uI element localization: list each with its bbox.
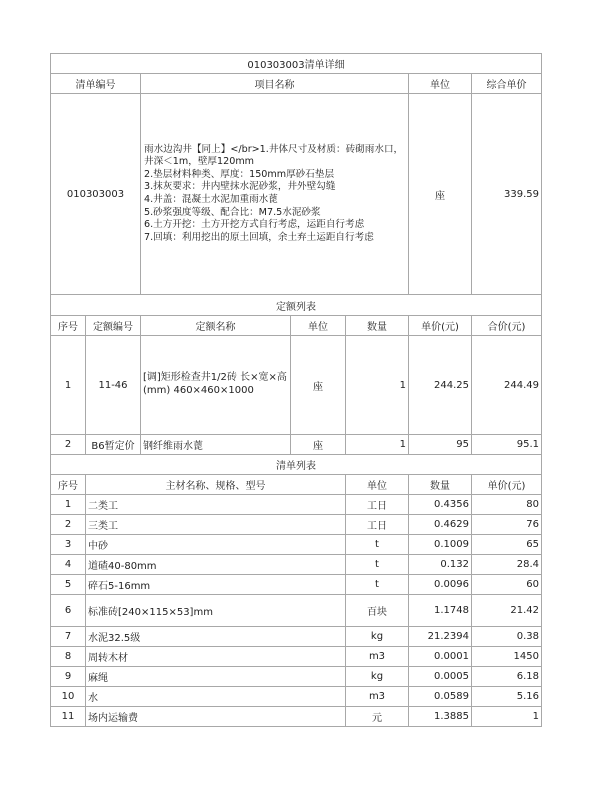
material-unit: kg: [346, 627, 409, 647]
material-quantity: 0.4629: [409, 515, 472, 535]
material-unit-price: 6.18: [472, 667, 542, 687]
material-unit: t: [346, 575, 409, 595]
material-name: 碎石5-16mm: [86, 575, 346, 595]
material-unit-price: 80: [472, 495, 542, 515]
material-index: 10: [51, 687, 86, 707]
material-row: [51, 707, 542, 727]
quota-index: 2: [51, 435, 86, 455]
quota-row: [51, 435, 542, 455]
material-row: [51, 555, 542, 575]
material-unit-price: 1: [472, 707, 542, 727]
quota-unit: 座: [291, 336, 346, 435]
material-unit-price: 0.38: [472, 627, 542, 647]
material-name: 道碴40-80mm: [86, 555, 346, 575]
material-index: 3: [51, 535, 86, 555]
item-price: 339.59: [472, 94, 542, 295]
quota-header-cell: 单价(元): [409, 316, 472, 336]
material-name: 场内运输费: [86, 707, 346, 727]
materials-header-cell: 主材名称、规格、型号: [86, 475, 346, 495]
quota-section-title: 定额列表: [51, 295, 542, 316]
quota-unit: 座: [291, 435, 346, 455]
material-unit-price: 21.42: [472, 595, 542, 627]
material-row: [51, 627, 542, 647]
quota-unit-price: 95: [409, 435, 472, 455]
material-index: 5: [51, 575, 86, 595]
quota-header-cell: 序号: [51, 316, 86, 336]
materials-section-title: 清单列表: [51, 455, 542, 475]
material-row: [51, 575, 542, 595]
quota-unit-price: 244.25: [409, 336, 472, 435]
material-quantity: 0.0096: [409, 575, 472, 595]
quota-header-cell: 合价(元): [472, 316, 542, 336]
material-row: [51, 595, 542, 627]
material-name: 麻绳: [86, 667, 346, 687]
material-unit-price: 28.4: [472, 555, 542, 575]
material-unit: m3: [346, 647, 409, 667]
quota-quantity: 1: [346, 435, 409, 455]
material-unit-price: 5.16: [472, 687, 542, 707]
material-name: 水: [86, 687, 346, 707]
quota-header-cell: 数量: [346, 316, 409, 336]
material-unit: kg: [346, 667, 409, 687]
quota-header-cell: 单位: [291, 316, 346, 336]
material-unit-price: 1450: [472, 647, 542, 667]
material-row: [51, 687, 542, 707]
material-unit: 百块: [346, 595, 409, 627]
material-unit: m3: [346, 687, 409, 707]
material-quantity: 0.0005: [409, 667, 472, 687]
material-index: 6: [51, 595, 86, 627]
material-quantity: 0.1009: [409, 535, 472, 555]
material-quantity: 0.0001: [409, 647, 472, 667]
material-row: [51, 647, 542, 667]
material-unit-price: 76: [472, 515, 542, 535]
material-quantity: 1.3885: [409, 707, 472, 727]
material-index: 2: [51, 515, 86, 535]
material-index: 11: [51, 707, 86, 727]
item-description: 雨水边沟井【同上】</br>1.井体尺寸及材质：砖砌雨水口，井深＜1m，壁厚120mm 2.垫层材料种类、厚度：150mm厚砂石垫层 3.抹灰要求：井内壁抹水泥砂浆，井外壁勾缝 4.井盖：混凝土水泥加重雨水蓖 5.砂浆强度等级、配合比：M7.5水泥砂浆 6.土方开挖：土方开挖方式自行考虑，运距自行考虑 7.回填：利用挖出的原土回填，余土弃土运距自行考虑: [141, 94, 409, 295]
material-name: 水泥32.5级: [86, 627, 346, 647]
materials-header-row: [51, 475, 542, 495]
quota-index: 1: [51, 336, 86, 435]
quota-row: [51, 336, 542, 435]
quota-total: 95.1: [472, 435, 542, 455]
bill-detail-table: [50, 53, 542, 727]
quota-quantity: 1: [346, 336, 409, 435]
material-name: 二类工: [86, 495, 346, 515]
material-index: 4: [51, 555, 86, 575]
material-row: [51, 535, 542, 555]
quota-code: 11-46: [86, 336, 141, 435]
material-row: [51, 495, 542, 515]
code-header: 清单编号: [51, 74, 141, 94]
material-index: 7: [51, 627, 86, 647]
material-unit-price: 60: [472, 575, 542, 595]
quota-total: 244.49: [472, 336, 542, 435]
quota-name: 钢纤维雨水蓖: [141, 435, 291, 455]
material-unit: t: [346, 555, 409, 575]
material-unit: 工日: [346, 495, 409, 515]
item-unit: 座: [409, 94, 472, 295]
material-quantity: 0.0589: [409, 687, 472, 707]
material-name: 中砂: [86, 535, 346, 555]
material-name: 周转木材: [86, 647, 346, 667]
quota-header-row: [51, 316, 542, 336]
material-row: [51, 667, 542, 687]
name-header: 项目名称: [141, 74, 409, 94]
material-index: 8: [51, 647, 86, 667]
material-unit-price: 65: [472, 535, 542, 555]
quota-name: [调]矩形检查井1/2砖 长×宽×高(mm) 460×460×1000: [141, 336, 291, 435]
material-quantity: 1.1748: [409, 595, 472, 627]
materials-header-cell: 序号: [51, 475, 86, 495]
material-row: [51, 515, 542, 535]
materials-header-cell: 数量: [409, 475, 472, 495]
quota-code: B6暂定价: [86, 435, 141, 455]
item-code: 010303003: [51, 94, 141, 295]
material-quantity: 0.4356: [409, 495, 472, 515]
material-unit: t: [346, 535, 409, 555]
material-name: 三类工: [86, 515, 346, 535]
material-unit: 工日: [346, 515, 409, 535]
price-header: 综合单价: [472, 74, 542, 94]
materials-header-cell: 单价(元): [472, 475, 542, 495]
bill-header-row: [51, 74, 542, 94]
unit-header: 单位: [409, 74, 472, 94]
material-quantity: 21.2394: [409, 627, 472, 647]
materials-header-cell: 单位: [346, 475, 409, 495]
bill-item-row: [51, 94, 542, 295]
page-title: 010303003清单详细: [51, 54, 542, 74]
material-quantity: 0.132: [409, 555, 472, 575]
quota-header-cell: 定额编号: [86, 316, 141, 336]
quota-header-cell: 定额名称: [141, 316, 291, 336]
material-index: 1: [51, 495, 86, 515]
material-unit: 元: [346, 707, 409, 727]
material-name: 标准砖[240×115×53]mm: [86, 595, 346, 627]
materials-list: [51, 495, 542, 727]
material-index: 9: [51, 667, 86, 687]
